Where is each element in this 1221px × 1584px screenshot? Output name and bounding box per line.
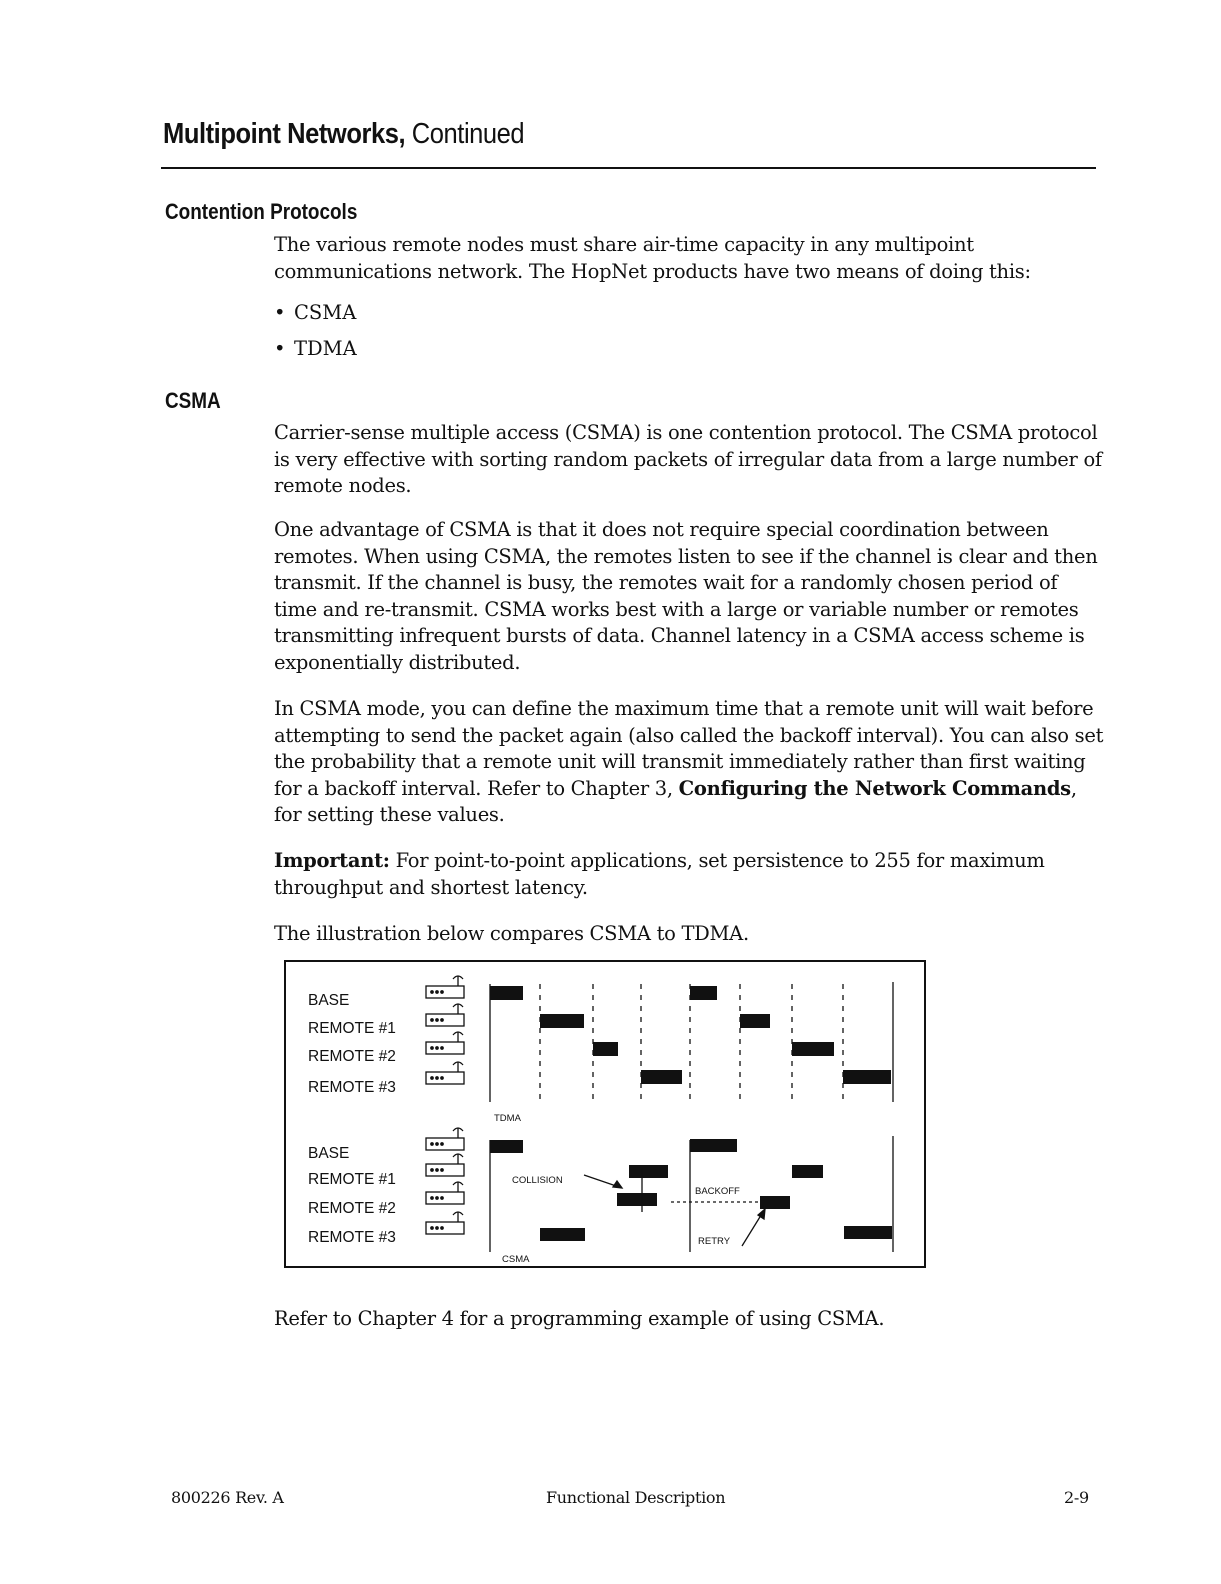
tdma-slot xyxy=(641,1070,682,1084)
csma-packet xyxy=(540,1228,585,1241)
chapter3-reference: Configuring the Network Commands xyxy=(678,776,1071,800)
tdma-slot xyxy=(540,1014,584,1028)
tdma-label-remote2: REMOTE #2 xyxy=(308,1048,396,1065)
radio-icons xyxy=(426,976,464,1234)
refer-chapter-4 xyxy=(274,1306,1104,1333)
tdma-slot xyxy=(593,1042,618,1056)
page-title-bold: Multipoint Networks, xyxy=(163,118,406,150)
tdma-slot xyxy=(740,1014,770,1028)
tdma-label-remote3: REMOTE #3 xyxy=(308,1079,396,1096)
tdma-slot xyxy=(690,986,717,1000)
csma-para-1-text: Carrier-sense multiple access (CSMA) is one contention protocol. The CSMA protocol is very effective with sorting random packets of irregular data from a large number of remote nodes. xyxy=(274,421,1102,497)
csma-packet-retry xyxy=(760,1196,790,1209)
tdma-slot xyxy=(490,986,523,1000)
radio-icon xyxy=(426,976,464,998)
csma-label-remote3: REMOTE #3 xyxy=(308,1229,396,1246)
heading-csma: CSMA xyxy=(165,388,221,413)
heading-contention-protocols: Contention Protocols xyxy=(165,199,358,224)
bullet-icon: • xyxy=(274,337,286,360)
csma-label-remote1: REMOTE #1 xyxy=(308,1171,396,1188)
page-title-continued: Continued xyxy=(405,118,525,150)
important-note-text xyxy=(274,848,1104,901)
timing-diagram xyxy=(286,962,924,1266)
csma-caption: CSMA xyxy=(502,1254,530,1265)
footer-page-number: 2-9 xyxy=(1064,1488,1089,1507)
tdma-slot xyxy=(843,1070,891,1084)
csma-para-1 xyxy=(274,420,1104,500)
bullet-csma: CSMA xyxy=(294,301,357,324)
contention-intro xyxy=(274,232,1104,285)
csma-label-base: BASE xyxy=(308,1145,350,1162)
tdma-label-remote1: REMOTE #1 xyxy=(308,1020,396,1037)
csma-vs-tdma-diagram xyxy=(284,960,926,1268)
radio-icon xyxy=(426,1004,464,1026)
tdma-slots xyxy=(490,986,891,1084)
tdma-slot xyxy=(792,1042,834,1056)
refer-chapter-4-text: Refer to Chapter 4 for a programming example of using CSMA. xyxy=(274,1307,885,1330)
para3-lead: In CSMA mode, you can define the maximum time that a remote unit will wait before attempting to send the packet again (also called the backoff interval). You can also set the probability that a remote unit will transmit immediately rather than first waiting for a backoff interval. Refer to Chapter 3, xyxy=(274,697,1104,800)
tdma-label-base: BASE xyxy=(308,992,350,1009)
csma-packet xyxy=(690,1139,737,1152)
page-title xyxy=(163,118,524,151)
footer-section: Functional Description xyxy=(546,1488,726,1507)
csma-packet xyxy=(844,1226,892,1239)
title-rule xyxy=(161,167,1096,169)
important-text: For point-to-point applications, set persistence to 255 for maximum throughput and shortest latency. xyxy=(274,849,1045,899)
radio-icon xyxy=(426,1128,464,1150)
radio-icon xyxy=(426,1154,464,1176)
protocol-list xyxy=(274,300,357,372)
csma-packet xyxy=(792,1165,823,1178)
retry-label: RETRY xyxy=(698,1236,731,1247)
tdma-caption: TDMA xyxy=(494,1113,521,1124)
csma-packet xyxy=(490,1140,523,1153)
important-note xyxy=(274,848,1104,901)
csma-para-3 xyxy=(274,696,1104,829)
csma-annotations xyxy=(584,1168,765,1246)
illustration-intro-text: The illustration below compares CSMA to TDMA. xyxy=(274,922,749,945)
footer-doc-number: 800226 Rev. A xyxy=(171,1488,284,1507)
bullet-icon: • xyxy=(274,301,286,324)
csma-para-2 xyxy=(274,517,1104,676)
para3-tail: , for setting these values. xyxy=(274,776,1077,826)
csma-packet-collision xyxy=(617,1193,657,1206)
illustration-intro xyxy=(274,921,1104,948)
csma-para-2-text: One advantage of CSMA is that it does not require special coordination between remotes. When using CSMA, the remotes listen to see if the channel is clear and then transmit. If the channel is busy, the remotes wait for a randomly chosen period of time and re-transmit. CSMA works best with a large or variable number or remotes transmitting infrequent bursts of data. Channel latency in a CSMA access scheme is exponentially distributed. xyxy=(274,518,1098,674)
csma-para-3-text xyxy=(274,696,1104,829)
radio-icon xyxy=(426,1212,464,1234)
csma-packet-collision xyxy=(629,1165,668,1178)
contention-intro-text: The various remote nodes must share air-time capacity in any multipoint communications network. The HopNet products have two means of doing this: xyxy=(274,233,1031,283)
radio-icon xyxy=(426,1182,464,1204)
radio-icon xyxy=(426,1032,464,1054)
csma-packets xyxy=(490,1139,892,1241)
collision-label: COLLISION xyxy=(512,1175,563,1186)
radio-icon xyxy=(426,1062,464,1084)
csma-label-remote2: REMOTE #2 xyxy=(308,1200,396,1217)
list-item xyxy=(274,300,357,336)
important-label: Important: xyxy=(274,849,390,872)
list-item xyxy=(274,336,357,372)
bullet-tdma: TDMA xyxy=(294,337,357,360)
backoff-label: BACKOFF xyxy=(695,1186,740,1197)
